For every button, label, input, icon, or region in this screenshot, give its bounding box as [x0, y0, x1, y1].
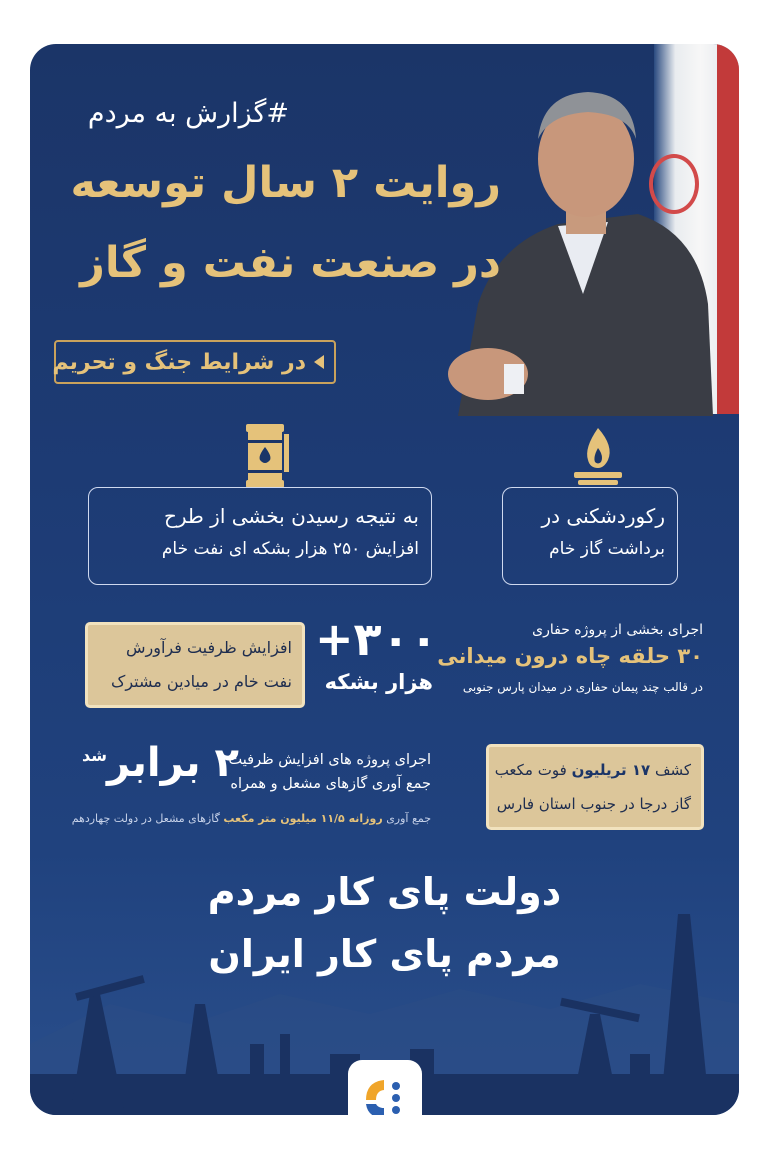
- gas-flame-icon: [570, 426, 626, 486]
- publisher-logo: [348, 1060, 422, 1115]
- minister-photo: [408, 44, 739, 416]
- infographic-card: [30, 44, 739, 1115]
- processing-unit: هزار بشکه: [324, 670, 433, 694]
- wells-line2: ۳۰ حلقه چاه درون میدانی: [437, 644, 703, 668]
- flare-daily-volume: روزانه ۱۱/۵ میلیون متر مکعب: [223, 812, 383, 825]
- wells-line1: اجرای بخشی از پروژه حفاری: [532, 622, 703, 638]
- page-title-line1: روایت ۲ سال توسعه: [70, 158, 501, 208]
- oil-barrel-icon: [244, 424, 294, 488]
- processing-line1: افزایش ظرفیت فرآورش: [125, 638, 292, 657]
- gas-record-line1: رکوردشکنی در: [541, 504, 665, 528]
- gas-record-box: [502, 487, 678, 585]
- discovery-line1: کشف ۱۷ تریلیون فوت مکعب: [494, 761, 691, 779]
- slogan-line1: دولت پای کار مردم: [207, 870, 562, 914]
- oil-project-line1: به نتیجه رسیدن بخشی از طرح: [163, 504, 419, 528]
- flare-line1: اجرای پروژه های افزایش ظرفیت: [228, 752, 431, 768]
- gas-discovery-box: [486, 744, 704, 830]
- slogan-line2: مردم پای کار ایران: [208, 932, 561, 976]
- logo-icon: [348, 1060, 422, 1115]
- flare-line2: جمع آوری گازهای مشعل و همراه: [230, 776, 431, 792]
- gas-record-line2: برداشت گاز خام: [549, 539, 665, 559]
- hashtag-label: #گزارش به مردم: [87, 98, 289, 129]
- condition-tag: [54, 340, 336, 384]
- page-title-line2: در صنعت نفت و گاز: [80, 238, 501, 288]
- flare-double-label: ۲ برابر$^{شد}$: [82, 740, 239, 786]
- discovery-line2: گاز درجا در جنوب استان فارس: [496, 795, 691, 813]
- processing-capacity-box: [85, 622, 305, 708]
- processing-line2: نفت خام در میادین مشترک: [111, 672, 292, 691]
- oil-project-line2: افزایش ۲۵۰ هزار بشکه ای نفت خام: [161, 539, 419, 559]
- condition-text: در شرایط جنگ و تحریم: [52, 349, 306, 375]
- oil-project-box: [88, 487, 432, 585]
- triangle-icon: [314, 355, 324, 369]
- flare-line3: جمع آوری روزانه ۱۱/۵ میلیون متر مکعب گازهای مشعل در دولت چهاردهم: [71, 812, 431, 825]
- processing-big-number: +۳۰۰: [315, 612, 438, 666]
- portrait-figure: [408, 44, 739, 416]
- wells-line3: در قالب چند پیمان حفاری در میدان پارس جنوبی: [462, 680, 703, 694]
